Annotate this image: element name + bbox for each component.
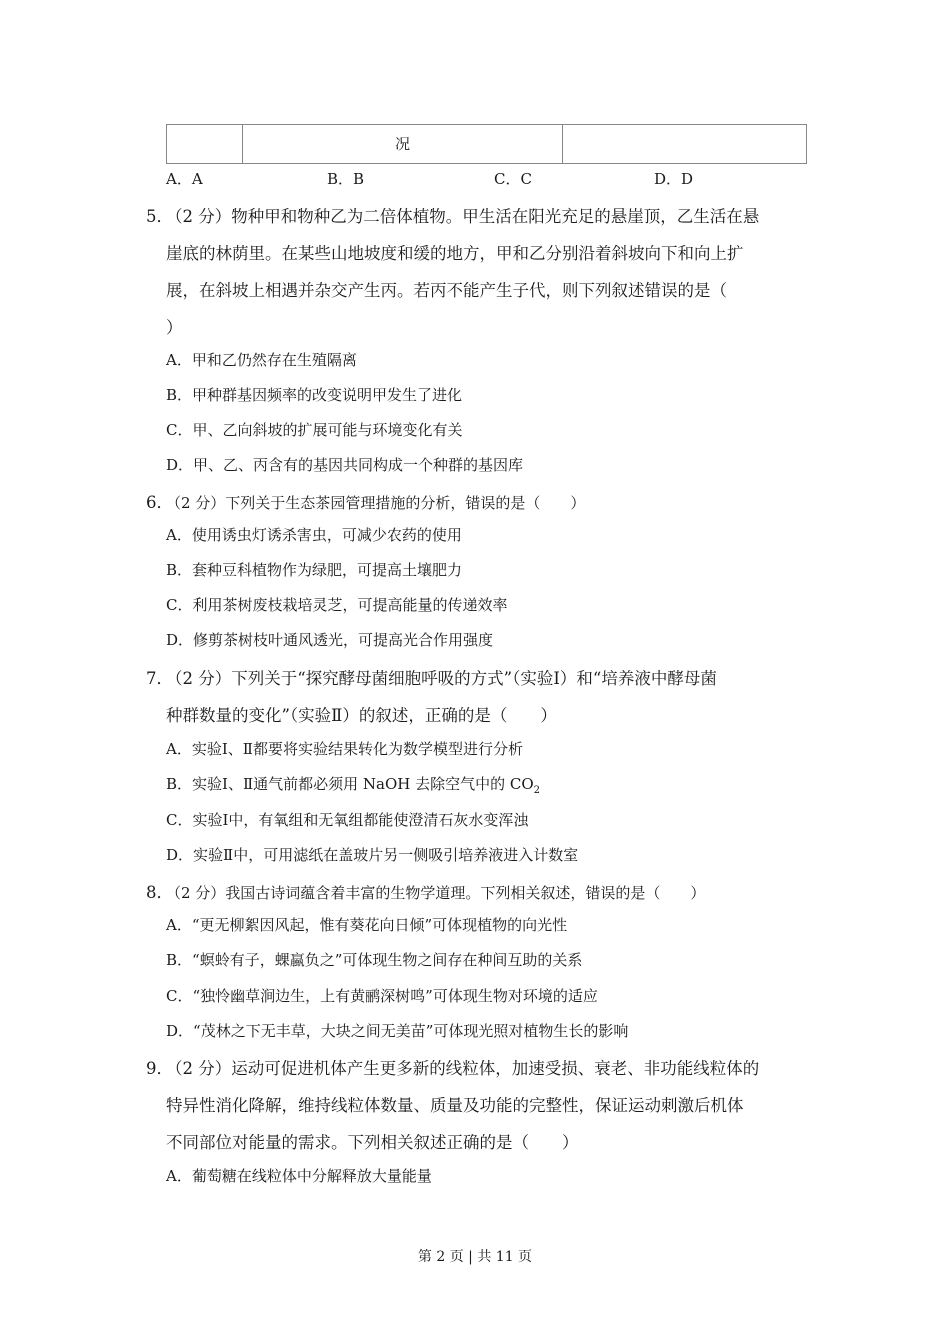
q4-option-d: D．D [654,170,694,188]
question-text: （2 分）运动可促进机体产生更多新的线粒体，加速受损、衰老、非功能线粒体的 [166,1059,760,1078]
q4-option-b: B．B [327,170,365,188]
question-number: 7． [146,669,173,688]
question-5-choice-d: D．甲、乙、丙含有的基因共同构成一个种群的基因库 [166,456,524,474]
question-text: （2 分）我国古诗词蕴含着丰富的生物学道理。下列相关叙述，错误的是（ ） [166,884,706,902]
question-8-choice-b: B．“螟蛉有子，蜾蠃负之”可体现生物之间存在种间互助的关系 [166,951,583,969]
question-5-choice-a: A．甲和乙仍然存在生殖隔离 [166,351,357,369]
q4-option-c: C．C [494,170,532,188]
question-text: （2 分）下列关于“探究酵母菌细胞呼吸的方式”（实验Ⅰ）和“培养液中酵母菌 [166,669,717,688]
question-number: 9． [146,1059,173,1078]
question-8-choice-a: A．“更无柳絮因风起，惟有葵花向日倾”可体现植物的向光性 [166,916,568,934]
question-number: 5． [146,207,173,226]
question-7-stem [146,665,717,689]
table-cell: 况 [243,125,563,164]
page-footer: 第 2 页 | 共 11 页 [417,1249,533,1265]
question-6-stem [146,489,585,513]
question-5-choice-b: B．甲种群基因频率的改变说明甲发生了进化 [166,386,463,404]
question-7-choice-a: A．实验Ⅰ、Ⅱ都要将实验结果转化为数学模型进行分析 [166,740,523,758]
question-9-line: 特异性消化降解，维持线粒体数量、质量及功能的完整性，保证运动刺激后机体 [166,1096,744,1115]
answer-table-fragment [166,124,807,164]
q4-options [0,168,950,190]
question-9-line: 不同部位对能量的需求。下列相关叙述正确的是（ ） [166,1133,579,1152]
question-7-choice-d: D．实验Ⅱ中，可用滤纸在盖玻片另一侧吸引培养液进入计数室 [166,846,579,864]
question-5-line: 展，在斜坡上相遇并杂交产生丙。若丙不能产生子代，则下列叙述错误的是（ [166,281,727,300]
question-9-stem [146,1055,759,1079]
question-number: 6． [146,493,173,512]
q4-option-a: A．A [166,170,203,188]
question-6-choice-c: C．利用茶树废枝栽培灵芝，可提高能量的传递效率 [166,596,508,614]
question-5-line: 崖底的林荫里。在某些山地坡度和缓的地方，甲和乙分别沿着斜坡向下和向上扩 [166,244,744,263]
table-cell [563,125,807,164]
question-5-line: ） [166,318,183,337]
table-row [167,125,807,164]
question-6-choice-a: A．使用诱虫灯诱杀害虫，可减少农药的使用 [166,526,462,544]
question-number: 8． [146,883,173,902]
question-6-choice-b: B．套种豆科植物作为绿肥，可提高土壤肥力 [166,561,463,579]
question-7-line: 种群数量的变化”（实验Ⅱ）的叙述，正确的是（ ） [166,706,557,725]
question-8-stem [146,879,705,903]
question-text: （2 分）下列关于生态茶园管理措施的分析，错误的是（ ） [166,494,586,512]
question-5-choice-c: C．甲、乙向斜坡的扩展可能与环境变化有关 [166,421,463,439]
question-text: （2 分）物种甲和物种乙为二倍体植物。甲生活在阳光充足的悬崖顶，乙生活在悬 [166,207,760,226]
table-cell [167,125,243,164]
question-9-choice-a: A．葡萄糖在线粒体中分解释放大量能量 [166,1167,432,1185]
question-8-choice-d: D．“茂林之下无丰草，大块之间无美苗”可体现光照对植物生长的影响 [166,1022,629,1040]
question-7-choice-b: B．实验Ⅰ、Ⅱ通气前都必须用 NaOH 去除空气中的 $CO_2$ [166,775,541,796]
question-5-stem [146,203,759,227]
question-8-choice-c: C．“独怜幽草涧边生，上有黄鹂深树鸣”可体现生物对环境的适应 [166,987,598,1005]
question-6-choice-d: D．修剪茶树枝叶通风透光，可提高光合作用强度 [166,631,494,649]
question-7-choice-c: C．实验Ⅰ中，有氧组和无氧组都能使澄清石灰水变浑浊 [166,811,529,829]
